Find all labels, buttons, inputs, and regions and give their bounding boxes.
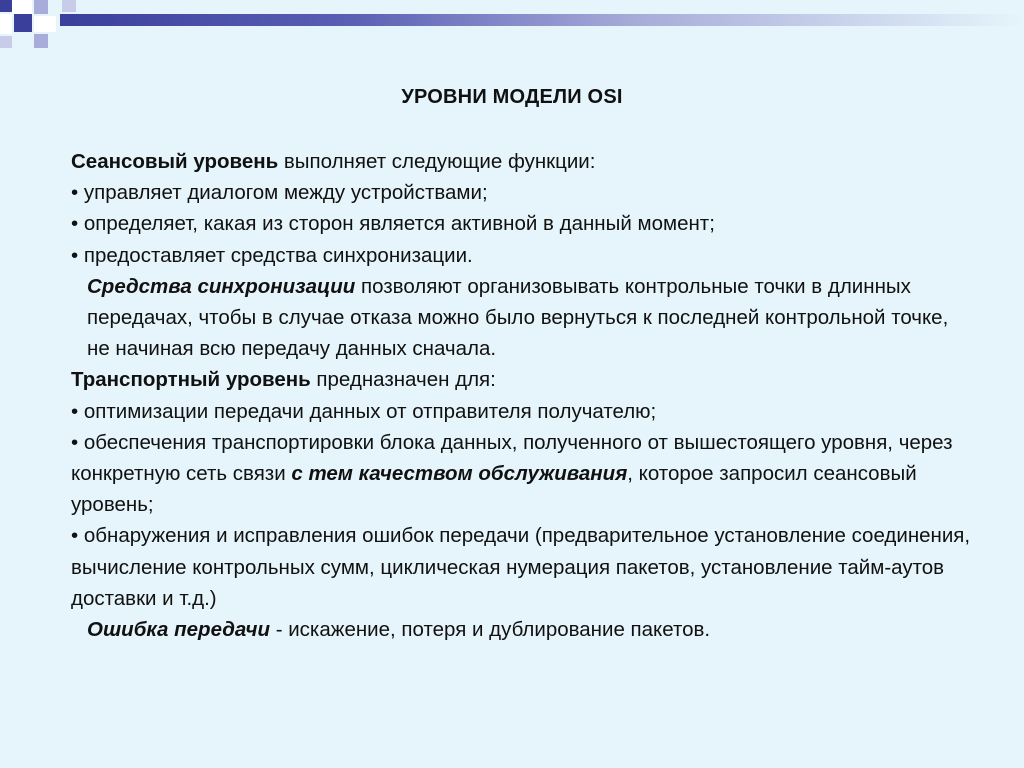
sync-term: Средства синхронизации <box>87 274 356 298</box>
deco-square <box>62 0 76 12</box>
deco-square <box>34 16 56 32</box>
list-item: • определяет, какая из сторон является активной в данный момент; <box>71 212 715 236</box>
list-item: • обнаружения и исправления ошибок передачи (предварительное установление соединения, вычисление контрольных сумм, циклическая нумерация пакетов, установление тайм-аутов доставки и т.д.) <box>71 524 971 610</box>
deco-square <box>14 14 32 32</box>
transport-intro: Транспортный уровень предназначен для: <box>71 368 496 392</box>
deco-square <box>12 0 32 14</box>
slide-title: УРОВНИ МОДЕЛИ OSI <box>401 86 623 108</box>
deco-square <box>34 34 48 48</box>
deco-square <box>0 14 12 34</box>
session-term: Сеансовый уровень <box>71 150 279 173</box>
error-paragraph: Ошибка передачи - искажение, потеря и дублирование пакетов. <box>87 618 711 642</box>
deco-gradient-bar <box>60 14 1024 26</box>
list-item: • обеспечения транспортировки блока данных, полученного от вышестоящего уровня, через конкретную сеть связи с тем качеством обслуживания, которое запросил сеансовый уровень; <box>71 430 953 517</box>
sync-paragraph: Средства синхронизации позволяют организовывать контрольные точки в длинных передачах, чтобы в случае отказа можно было вернуться к последней контрольной точке, не начиная всю передачу данных сначала. <box>87 274 949 361</box>
list-item: • управляет диалогом между устройствами; <box>71 181 488 205</box>
deco-square <box>0 36 12 48</box>
session-intro: Сеансовый уровень выполняет следующие функции: <box>71 150 596 173</box>
transport-term: Транспортный уровень <box>71 368 311 392</box>
list-item: • предоставляет средства синхронизации. <box>71 243 473 267</box>
deco-square <box>34 0 48 14</box>
slide-body <box>71 146 971 645</box>
error-term: Ошибка передачи <box>87 618 270 642</box>
list-item: • оптимизации передачи данных от отправителя получателю; <box>71 399 657 423</box>
deco-square <box>0 0 12 12</box>
decorative-header <box>0 0 1024 48</box>
quality-emphasis: с тем качеством обслуживания <box>291 462 628 486</box>
